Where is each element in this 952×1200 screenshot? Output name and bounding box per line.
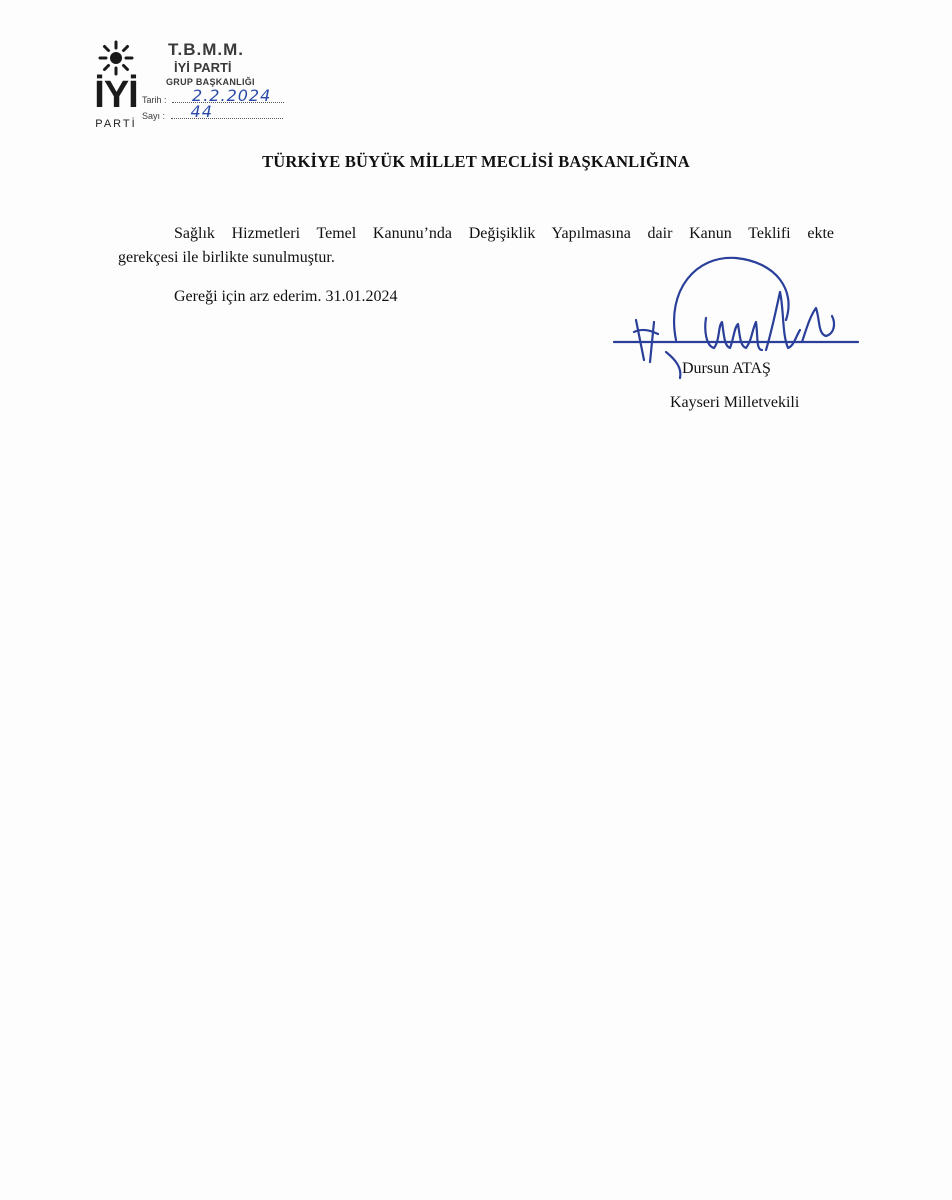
stamp-line-party: İYİ PARTİ <box>174 60 232 75</box>
stamp-date-handwritten: 2.2.2024 <box>192 86 272 105</box>
document-heading: TÜRKİYE BÜYÜK MİLLET MECLİSİ BAŞKANLIĞINA <box>262 152 690 171</box>
stamp-line-tbmm: T.B.M.M. <box>168 40 244 59</box>
stamp-number-row <box>142 102 283 121</box>
logo-subtext: PARTİ <box>95 118 137 130</box>
registry-stamp <box>140 40 290 126</box>
body-paragraph-1-line-2: gerekçesi ile birlikte sunulmuştur. <box>118 249 335 266</box>
stamp-date-label: Tarih : <box>142 95 167 105</box>
stamp-line-group: GRUP BAŞKANLIĞI <box>166 77 255 87</box>
party-logo <box>86 40 146 130</box>
stamp-date-row <box>142 86 284 105</box>
body-paragraph-2: Gereği için arz ederim. 31.01.2024 <box>174 288 398 305</box>
body-paragraph-1-line-1: Sağlık Hizmetleri Temel Kanunu’nda Değişiklik Yapılmasına dair Kanun Teklifi ekte <box>174 225 834 242</box>
sun-icon <box>98 40 134 76</box>
stamp-date-field <box>172 86 284 105</box>
logo-wordmark: İYİ <box>94 74 138 116</box>
stamp-number-label: Sayı : <box>142 111 166 121</box>
stamp-number-handwritten: 44 <box>190 102 213 121</box>
stamp-number-field <box>171 102 283 121</box>
signatory-title: Kayseri Milletvekili <box>670 394 800 411</box>
signatory-name: Dursun ATAŞ <box>682 360 771 377</box>
